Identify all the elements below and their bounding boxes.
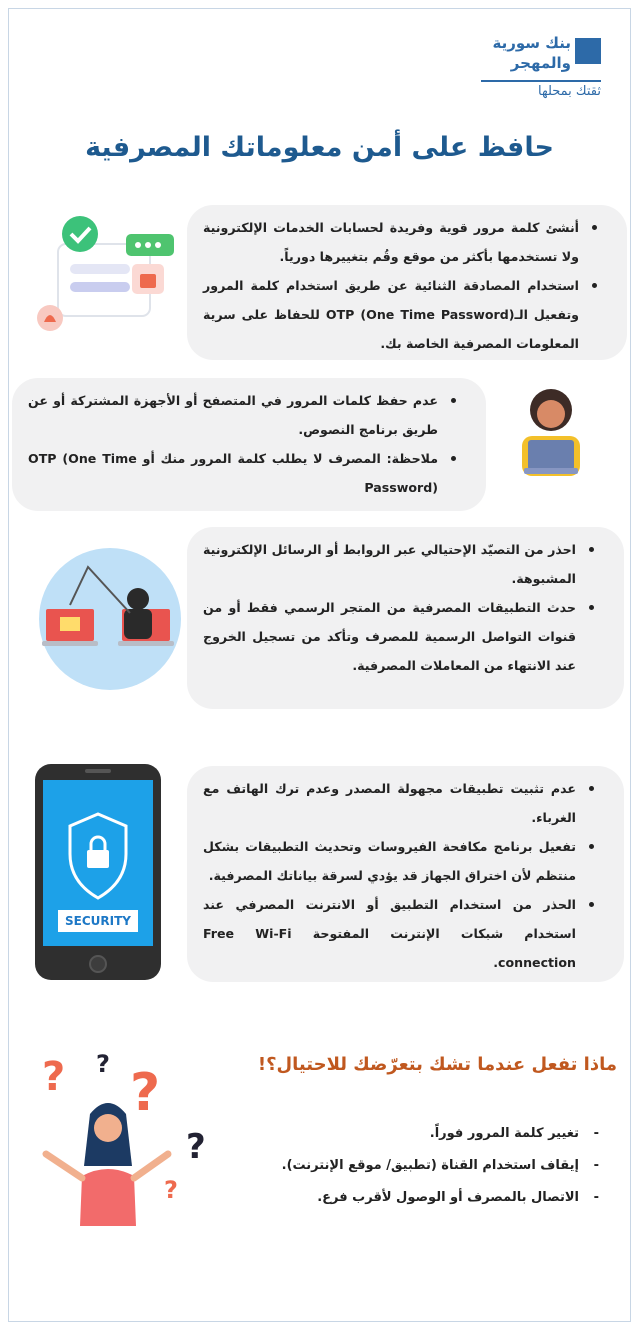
phone-security-illustration-icon [35,764,161,980]
tip-bullet: ملاحظة: المصرف لا يطلب كلمة المرور منك أو OTP (One Time Password) [28,444,464,502]
tip-bullet: استخدام المصادقة الثنائية عن طريق استخدام كلمة المرور وتفعيل الـOTP (One Time Password) للحفاظ على سرية المعلومات المصرفية الخاصة بك. [203,271,605,358]
fraud-steps-list [282,1118,603,1214]
tip-bullet: احذر من التصيّد الإحتيالي عبر الروابط أو الرسائل الإلكترونية المشبوهة. [203,535,602,593]
tip-bullet: عدم حفظ كلمات المرور في المتصفح أو الأجهزة المشتركة أو عن طريق برنامج النصوص. [28,386,464,444]
confused-woman-illustration-icon [38,1046,218,1226]
logo-line-2: والمهجر [510,54,571,72]
woman-laptop-illustration-icon [512,384,590,476]
fraud-step: - تغيير كلمة المرور فوراً. [282,1118,603,1150]
fraud-step: - الاتصال بالمصرف أو الوصول لأقرب فرع. [282,1182,603,1214]
svg-text:?: ? [164,1176,178,1204]
security-tip-card-4 [187,766,624,982]
fraud-step: - إيقاف استخدام القناة (تطبيق/ موقع الإنترنت). [282,1150,603,1182]
logo-divider [481,80,601,82]
svg-text:?: ? [42,1054,66,1100]
security-label: SECURITY [65,914,131,928]
security-tip-card-1 [187,205,627,360]
tip-bullet: حدث التطبيقات المصرفية من المتجر الرسمي فقط أو من قنوات التواصل الرسمية للمصرف وتأكد من تسجيل الخروج عند الانتهاء من المعاملات المصرفية. [203,593,602,680]
tip-bullet: تفعيل برنامج مكافحة الفيروسات وتحديث التطبيقات بشكل منتظم لأن اختراق الجهاز قد يؤدي لسرقة بياناتك المصرفية. [203,832,602,890]
logo-mark-icon [575,38,601,64]
logo-line-1: بنك سورية [492,34,571,52]
security-tip-card-3 [187,527,624,709]
svg-text:?: ? [130,1063,161,1123]
tip-bullet: أنشئ كلمة مرور قوية وفريدة لحسابات الخدمات الإلكترونية ولا تستخدمها بأكثر من موقع وقُم بتغييرها دورياً. [203,213,605,271]
svg-text:?: ? [96,1050,110,1078]
bank-logo [481,30,601,100]
security-tip-card-2 [12,378,486,511]
svg-text:?: ? [186,1127,206,1167]
page-title: حافظ على أمن معلوماتك المصرفية [85,132,554,163]
phishing-illustration-icon [38,547,183,692]
fraud-question-title: ماذا تفعل عندما تشك بتعرّضك للاحتيال؟! [257,1054,617,1075]
tip-bullet: عدم تثبيت تطبيقات مجهولة المصدر وعدم ترك الهاتف مع الغرباء. [203,774,602,832]
logo-slogan: ثقتك بمحلها [538,84,601,99]
tip-bullet: الحذر من استخدام التطبيق أو الانترنت المصرفي عند استخدام شبكات الإنترنت المفتوحة Free Wi-Fi connection. [203,890,602,977]
password-login-illustration-icon [30,214,180,344]
